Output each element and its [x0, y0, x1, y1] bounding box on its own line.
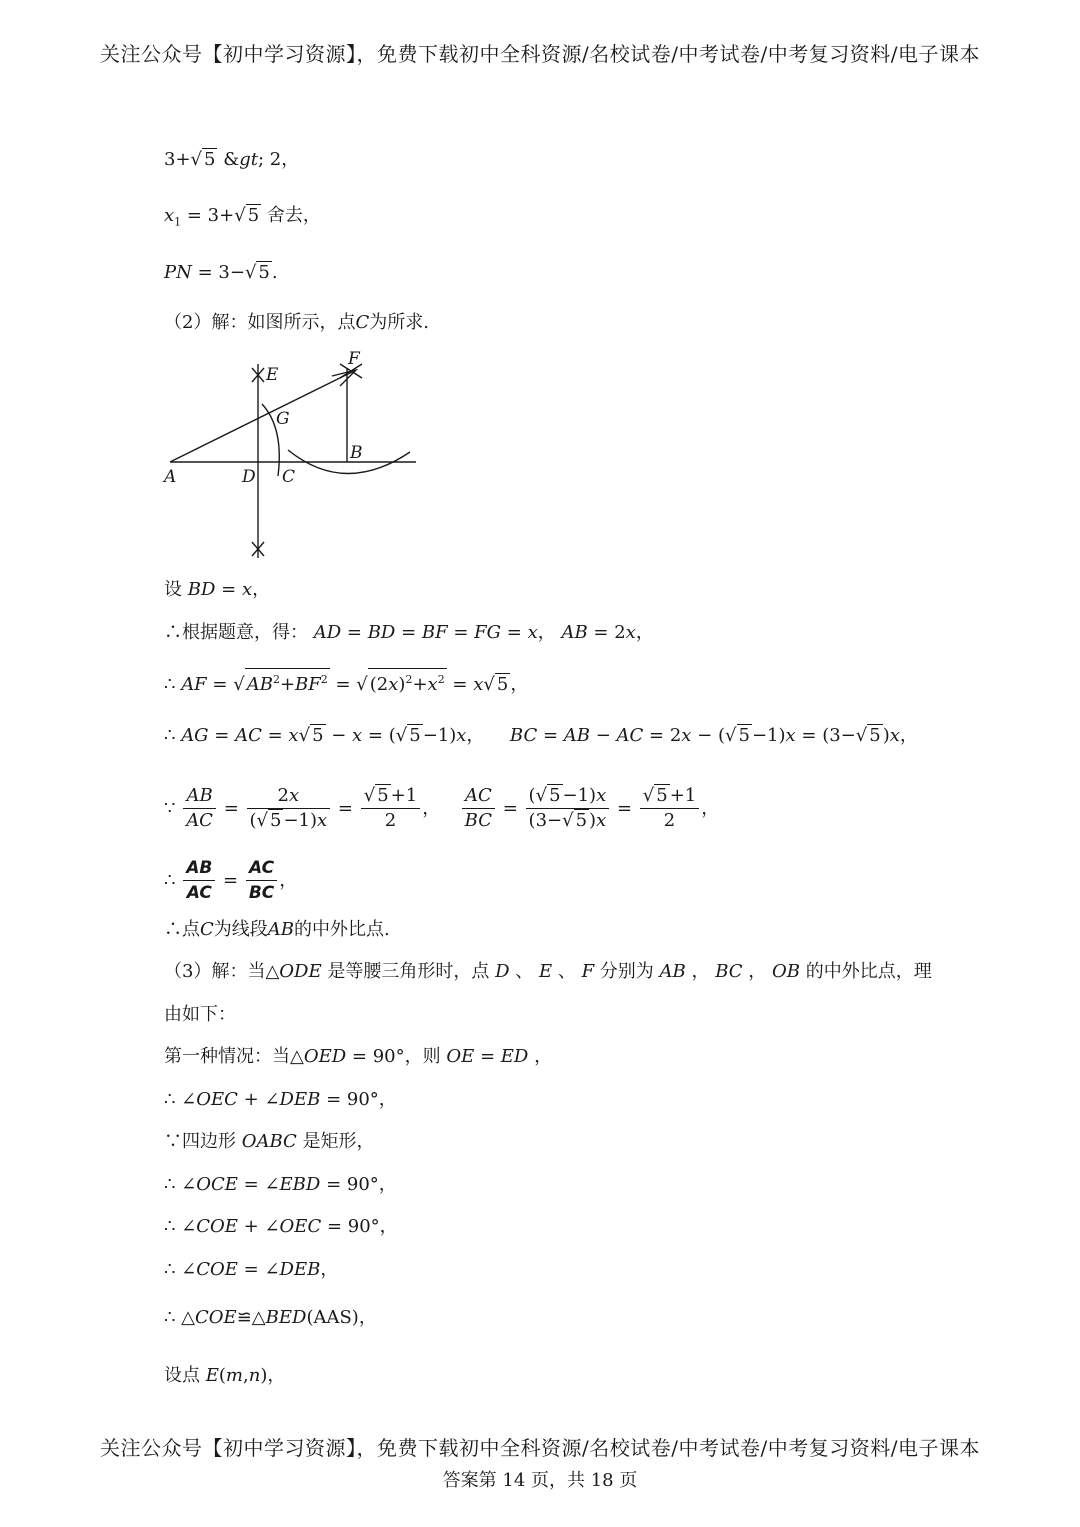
line-6-formula-2: AB = 2x，	[561, 622, 654, 643]
line-4-var: C	[355, 312, 370, 333]
line-9-formula-2: $\frac{AC}{BC}$ = $\frac{(√ 5 -1)x}{(3-√ 5 )x}$ = $\frac{√ 5 +1}{2}$ ，	[460, 798, 720, 819]
label-b: B	[350, 443, 363, 463]
line-7-formula: ∴ AF = √ $AB^2+BF^2$ = √ $(2x)^2+x^2 = x√$ 5 ，	[164, 674, 528, 695]
line-18	[164, 1213, 398, 1241]
line-12-text: （3）解：当△ODE 是等腰三角形时，点 D 、 E 、 F 分别为 AB ， BC ， OB 的中外比点，理	[164, 961, 932, 982]
line-3-formula: PN = 3−√ 5 .	[164, 262, 278, 283]
line-9	[164, 784, 719, 833]
line-4-text: 为所求.	[369, 312, 429, 333]
line-15-formula: ∴ ∠OEC + ∠DEB = 90°，	[164, 1089, 397, 1110]
line-11-text-2: 为线段	[213, 919, 268, 940]
line-21-text: 设点	[164, 1365, 200, 1386]
line-13	[164, 1001, 236, 1029]
line-5-text: 设	[164, 579, 182, 600]
footer-banner: 关注公众号【初中学习资源】，免费下载初中全科资源/名校试卷/中考试卷/中考复习资料/电子课本	[100, 1436, 980, 1460]
line-8-formula-1: ∴ AG = AC = x√ 5 − x = (√ 5 −1)x，	[164, 725, 485, 746]
line-3	[164, 259, 278, 287]
line-11-text-1: ∴点	[164, 919, 200, 940]
line-5-formula: BD = x，	[187, 579, 271, 600]
line-6	[164, 619, 654, 647]
line-1	[164, 146, 299, 174]
line-20	[164, 1304, 377, 1332]
line-2-text: 舍去，	[266, 205, 321, 226]
label-f: F	[348, 349, 360, 369]
line-9-formula-1: ∵ $\frac{AB}{AC}$ = $\frac{2x}{(√ 5 -1)x}$ = $\frac{√ 5 +1}{2}$ ，	[164, 785, 441, 831]
line-14	[164, 1043, 552, 1071]
construction-diagram	[160, 346, 430, 568]
label-a: A	[164, 467, 177, 487]
line-4	[164, 309, 429, 337]
header-banner: 关注公众号【初中学习资源】，免费下载初中全科资源/名校试卷/中考试卷/中考复习资料/电子课本	[100, 42, 980, 66]
line-17-formula: ∴ ∠OCE = ∠EBD = 90°，	[164, 1174, 397, 1195]
line-20-formula: ∴ △COE≌△BED(AAS)，	[164, 1307, 377, 1328]
line-11-text-3: 的中外比点.	[294, 919, 390, 940]
line-8-formula-2: BC = AB − AC = 2x − (√ 5 −1)x = (3−√ 5 )x，	[509, 725, 918, 746]
line-13-text: 由如下：	[164, 1004, 236, 1025]
line-16	[164, 1128, 375, 1156]
line-6-text: ∴根据题意，得：	[164, 622, 308, 643]
segment-af	[170, 370, 356, 462]
label-g: G	[276, 409, 290, 429]
line-7	[164, 668, 528, 699]
line-2	[164, 202, 321, 237]
line-21-formula: E(m,n)，	[205, 1365, 286, 1386]
line-17	[164, 1171, 397, 1199]
line-11	[164, 916, 390, 944]
line-10-formula: ∴ $\frac{AB}{AC}$ = $\frac{AC}{BC}$ ，	[164, 858, 298, 903]
line-14-text: 第一种情况：当△OED = 90°，则 OE = ED ，	[164, 1046, 553, 1067]
line-15	[164, 1086, 397, 1114]
line-5	[164, 576, 270, 604]
line-2-formula: $x_1 = 3+√$ 5	[164, 205, 260, 229]
line-8	[164, 722, 918, 750]
line-6-formula-1: AD = BD = BF = FG = x，	[313, 622, 556, 643]
line-18-formula: ∴ ∠COE + ∠OEC = 90°，	[164, 1216, 398, 1237]
line-21	[164, 1362, 285, 1390]
line-4-label: （2）解：如图所示，点	[164, 312, 356, 333]
line-19-formula: ∴ ∠COE = ∠DEB，	[164, 1259, 339, 1280]
line-16-text: ∵四边形 OABC 是矩形，	[164, 1131, 375, 1152]
page-number: 答案第 14 页，共 18 页	[442, 1470, 638, 1491]
line-11-var-2: AB	[267, 919, 295, 940]
line-11-var-1: C	[200, 919, 214, 940]
line-19	[164, 1256, 338, 1284]
label-c: C	[282, 467, 296, 487]
label-e: E	[266, 365, 279, 385]
label-d: D	[242, 467, 256, 487]
line-12	[164, 958, 932, 986]
line-10	[164, 856, 297, 905]
line-1-formula: 3+√ 5 &gt; 2，	[164, 149, 300, 170]
